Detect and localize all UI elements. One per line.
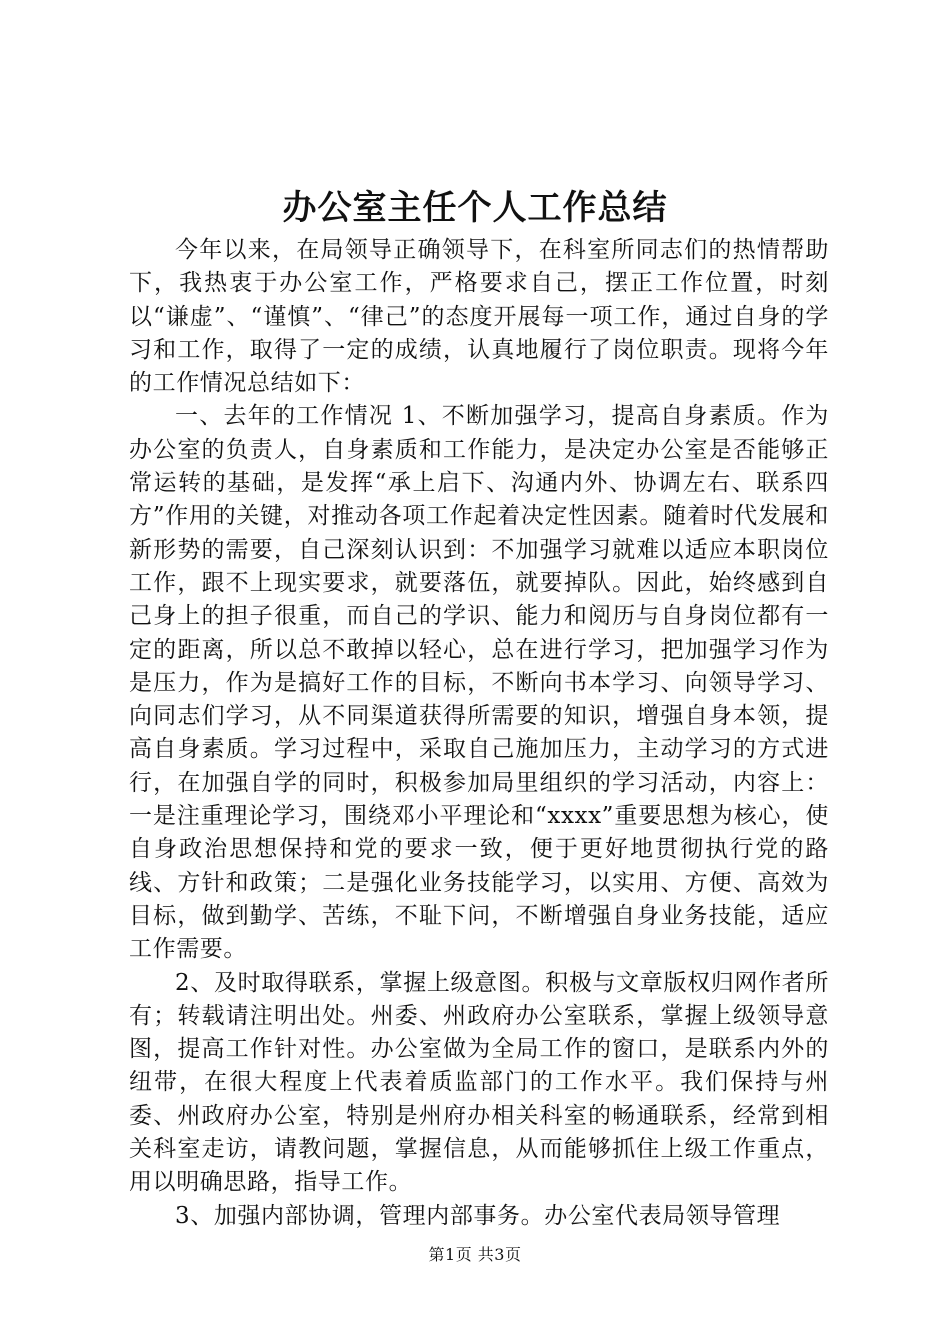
paragraph-section-1: 一、去年的工作情况 1、不断加强学习，提高自身素质。作为办公室的负责人，自身素质和工作能力，是决定办公室是否能够正常运转的基础，是发挥“承上启下、沟通内外、协调左右、联系四方”作用的关键，对推动各项工作起着决定性因素。随着时代发展和新形势的需要，自己深刻认识到：不加强学习就难以适应本职岗位工作，跟不上现实要求，就要落伍，就要掉队。因此，始终感到自己身上的担子很重，而自己的学识、能力和阅历与自身岗位都有一定的距离，所以总不敢掉以轻心，总在进行学习，把加强学习作为是压力，作为是搞好工作的目标，不断向书本学习、向领导学习、向同志们学习，从不同渠道获得所需要的知识，增强自身本领，提高自身素质。学习过程中，采取自己施加压力，主动学习的方式进行，在加强自学的同时，积极参加局里组织的学习活动，内容上：一是注重理论学习，围绕邓小平理论和“xxxx”重要思想为核心，使自身政治思想保持和党的要求一致，便于更好地贯彻执行党的路线、方针和政策；二是强化业务技能学习，以实用、方便、高效为目标，做到勤学、苦练，不耻下问，不断增强自身业务技能，适应工作需要。 (129, 403, 829, 963)
paragraph-section-3: 3、加强内部协调，管理内部事务。办公室代表局领导管理 (175, 1202, 781, 1229)
paragraph-intro: 今年以来，在局领导正确领导下，在科室所同志们的热情帮助下，我热衷于办公室工作，严格要求自己，摆正工作位置，时刻以“谦虚”、“谨慎”、“律己”的态度开展每一项工作，通过自身的学习和工作，取得了一定的成绩，认真地履行了岗位职责。现将今年的工作情况总结如下： (129, 237, 829, 397)
page-number-footer: 第1页 共3页 (428, 1245, 522, 1264)
document-body (129, 234, 829, 1233)
document-title: 办公室主任个人工作总结 (282, 188, 668, 228)
paragraph-section-2: 2、及时取得联系，掌握上级意图。积极与文章版权归网作者所有；转载请注明出处。州委、州政府办公室联系，掌握上级领导意图，提高工作针对性。办公室做为全局工作的窗口，是联系内外的纽带，在很大程度上代表着质监部门的工作水平。我们保持与州委、州政府办公室，特别是州府办相关科室的畅通联系，经常到相关科室走访，请教问题，掌握信息，从而能够抓住上级工作重点，用以明确思路，指导工作。 (129, 969, 829, 1196)
